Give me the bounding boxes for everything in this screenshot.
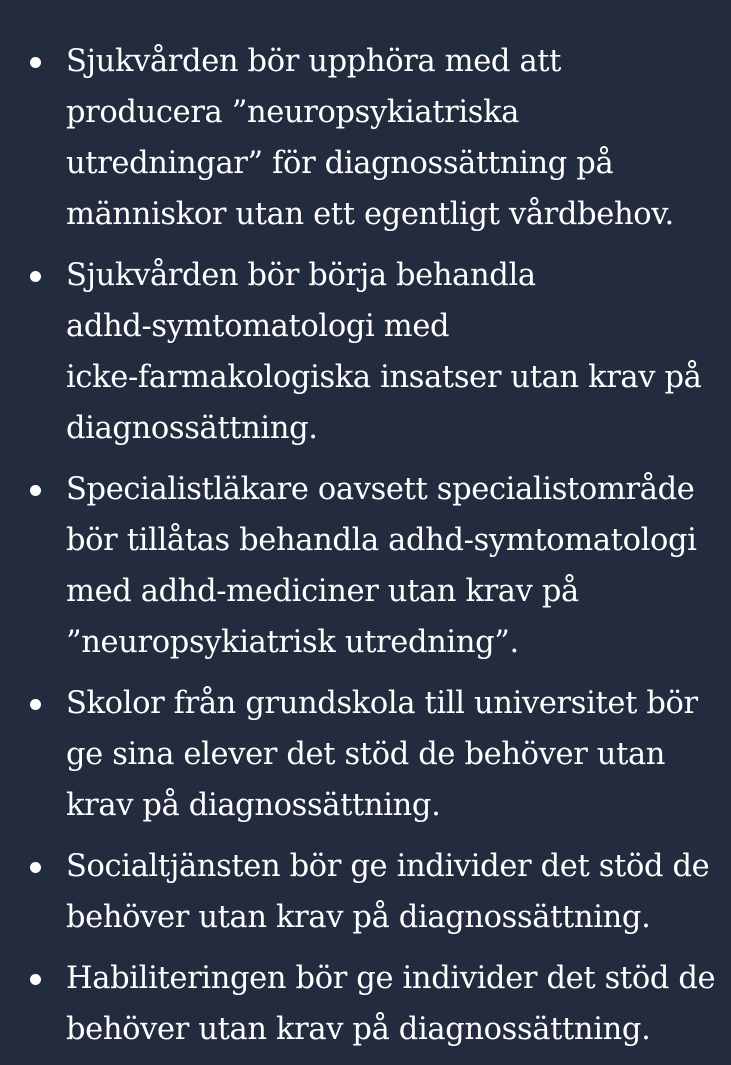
list-item-line: producera ”neuropsykiatriska [66, 95, 520, 130]
bullet-icon [30, 485, 41, 496]
bullet-list [0, 36, 731, 1065]
bullet-icon [30, 271, 41, 282]
list-item-line: ge sina elever det stöd de behöver utan [66, 737, 666, 772]
list-item-line: Sjukvården bör upphöra med att [66, 44, 562, 79]
list-item-line: med adhd-mediciner utan krav på [66, 574, 579, 609]
list-item-line: krav på diagnossättning. [66, 788, 441, 823]
list-item-line: Specialistläkare oavsett specialistområde [66, 472, 695, 507]
list-item [0, 36, 731, 240]
list-item-line: bör tillåtas behandla adhd-symtomatologi [66, 523, 697, 558]
list-item-line: människor utan ett egentligt vårdbehov. [66, 197, 674, 232]
list-item [0, 678, 731, 831]
list-item-line: behöver utan krav på diagnossättning. [66, 900, 651, 935]
list-item-line: Socialtjänsten bör ge individer det stöd de [66, 849, 710, 884]
bullet-icon [30, 57, 41, 68]
list-item [0, 250, 731, 454]
list-item-line: utredningar” för diagnossättning på [66, 146, 614, 181]
list-item-line: behöver utan krav på diagnossättning. [66, 1012, 651, 1047]
list-item-line: ”neuropsykiatrisk utredning”. [66, 625, 519, 660]
list-item-line: Habiliteringen bör ge individer det stöd de [66, 961, 716, 996]
list-item [0, 841, 731, 943]
bullet-icon [30, 974, 41, 985]
bullet-icon [30, 862, 41, 873]
list-item-line: Sjukvården bör börja behandla [66, 258, 536, 293]
list-item [0, 953, 731, 1055]
list-item-line: Skolor från grundskola till universitet bör [66, 686, 698, 721]
list-item-line: adhd-symtomatologi med [66, 309, 450, 344]
bullet-icon [30, 699, 41, 710]
list-item-line: icke-farmakologiska insatser utan krav på [66, 360, 702, 395]
list-item-line: diagnossättning. [66, 411, 318, 446]
list-item [0, 464, 731, 668]
